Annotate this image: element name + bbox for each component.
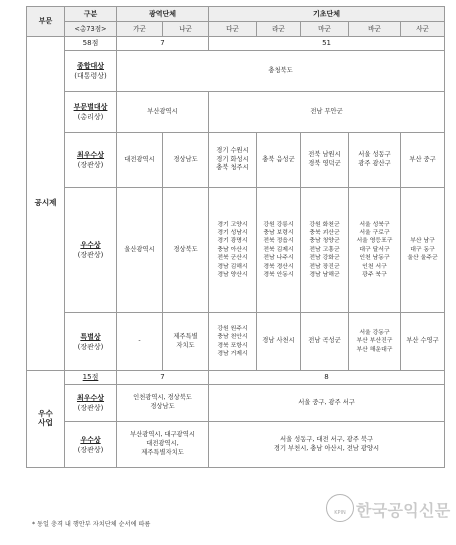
- cases-award-excellent: [65, 422, 117, 468]
- award-results-table: [26, 6, 445, 468]
- cell-line: 제주특별: [173, 332, 198, 340]
- cell-line: 경남 양산시: [217, 272, 248, 279]
- excellent-ma: [301, 188, 349, 313]
- cases-excellent-metro: [117, 422, 209, 468]
- header-category: 구분: [65, 7, 117, 22]
- cell-line: 경북 영덕군: [308, 160, 341, 167]
- cases-metro-count: 7: [117, 371, 209, 385]
- best-da: [209, 133, 257, 188]
- cell-line: 경남 사천시: [262, 337, 295, 345]
- cell-line: 경상남도: [150, 403, 175, 410]
- special-na: [163, 313, 209, 371]
- cases-award-best: [65, 385, 117, 422]
- best-ma: [301, 133, 349, 188]
- award-excellent-title: 우수상: [80, 241, 101, 249]
- header-group-da: 다군: [209, 22, 257, 37]
- header-group-na: 나군: [163, 22, 209, 37]
- cell-line: 서울 영등포구: [356, 238, 393, 245]
- cell-line: 경기 부천시, 충남 아산시, 전남 광양시: [273, 444, 380, 452]
- cell-line: 경기 화성시: [216, 155, 249, 163]
- award-best-sub: (장관상): [77, 161, 104, 169]
- cell-line: 충남 천안시: [217, 334, 248, 341]
- public-metro-count: 7: [117, 37, 209, 51]
- cell-line: 부산 해운대구: [356, 346, 393, 353]
- cell-line: 전남 고흥군: [309, 246, 340, 253]
- cell-line: 부산 부산진구: [356, 338, 393, 345]
- cell-line: 제주특별자치도: [141, 448, 184, 456]
- cases-award-excellent-sub: (장관상): [77, 445, 104, 454]
- cell-line: 충남 청양군: [309, 238, 340, 245]
- best-sa: [401, 133, 445, 188]
- cases-basic-count: 8: [209, 371, 445, 385]
- section-label-public: 공시제: [27, 37, 65, 371]
- cell-line: 부산 중구: [409, 155, 436, 163]
- watermark-seal-icon: KPIN: [326, 494, 354, 522]
- cell-line: 서울 강동구: [359, 329, 390, 336]
- header-group-ra: 라군: [257, 22, 301, 37]
- cell-line: 경기 광명시: [217, 238, 248, 245]
- award-best: [65, 133, 117, 188]
- sector-metro-winner: 부산광역시: [117, 92, 209, 133]
- cell-line: 전남 장진군: [309, 263, 340, 270]
- cell-line: 경북 안동시: [263, 272, 294, 279]
- best-ra: [257, 133, 301, 188]
- cell-line: 광주 광산구: [358, 160, 391, 167]
- watermark: [326, 492, 450, 534]
- cell-line: 서울 중구, 광주 서구: [298, 398, 355, 406]
- watermark-text: 한국공익신문: [356, 501, 451, 520]
- cell-line: 전남 강화군: [309, 255, 340, 262]
- cell-line: -: [138, 337, 141, 345]
- footnote: * 동일 충격 내 행안부 자치단체 순서에 따름: [32, 521, 151, 528]
- cell-line: 대전광역시: [124, 155, 155, 163]
- public-count: 58점: [65, 37, 117, 51]
- cell-line: 경상남도: [173, 155, 198, 163]
- cell-line: 충북 청주시: [216, 164, 249, 172]
- special-sa: [401, 313, 445, 371]
- cell-line: 강원 원주시: [217, 325, 248, 332]
- cell-line: 전북 군산시: [217, 255, 248, 262]
- cell-line: 사업: [38, 418, 53, 427]
- header-group-sa: 사군: [401, 22, 445, 37]
- cases-best-metro: [117, 385, 209, 422]
- cell-line: 경북 경산시: [263, 263, 294, 270]
- best-ba: [349, 133, 401, 188]
- cell-line: 전북 정읍시: [263, 238, 294, 245]
- award-excellent-sub: (장관상): [77, 251, 104, 259]
- header-group-ma: 마군: [301, 22, 349, 37]
- award-sector-title: 부문별대상: [73, 103, 108, 111]
- cell-line: 부산 남구: [410, 238, 435, 245]
- header-metro: 광역단체: [117, 7, 209, 22]
- header-division: 부문: [27, 7, 65, 37]
- excellent-da: [209, 188, 257, 313]
- cell-line: 전북 김제시: [263, 246, 294, 253]
- award-best-title: 최우수상: [76, 151, 105, 159]
- cell-line: 인천 남동구: [359, 255, 390, 262]
- cell-line: 광주 북구: [362, 272, 387, 279]
- special-ba: [349, 313, 401, 371]
- cell-line: 부산 수영구: [406, 337, 439, 345]
- cases-award-excellent-title: 우수상: [80, 435, 101, 444]
- special-ga: [117, 313, 163, 371]
- cell-line: 대구 동구: [410, 246, 435, 253]
- award-sector-sub: (총리상): [77, 113, 104, 121]
- cell-line: 서울 성동구, 대전 서구, 광주 북구: [279, 435, 374, 443]
- award-grand: [65, 51, 117, 92]
- cell-line: 대구 달서구: [359, 246, 390, 253]
- cell-line: 충북 음성군: [262, 155, 295, 163]
- public-basic-count: 51: [209, 37, 445, 51]
- cell-line: 경북 포항시: [217, 342, 248, 349]
- grand-winner: 충청북도: [117, 51, 445, 92]
- cell-line: 충북 괴산군: [309, 229, 340, 236]
- cell-line: 충남 보령시: [263, 229, 294, 236]
- cell-line: 울산광역시: [124, 245, 155, 253]
- award-special-sub: (장관상): [77, 342, 104, 351]
- award-grand-sub: (대통령상): [74, 72, 107, 80]
- award-sector: [65, 92, 117, 133]
- cell-line: 부산광역시, 대구광역시: [130, 431, 195, 439]
- cell-line: 인천광역시, 경상북도: [133, 394, 192, 402]
- excellent-na: [163, 188, 209, 313]
- cell-line: 서울 성동구: [358, 151, 391, 159]
- cell-line: 울산 울주군: [407, 255, 438, 262]
- cell-line: 강원 강릉시: [263, 221, 294, 228]
- cell-line: 전북 남원시: [308, 151, 341, 159]
- cases-award-best-sub: (장관상): [77, 404, 104, 412]
- cell-line: 우수: [38, 409, 53, 419]
- special-da: [209, 313, 257, 371]
- sector-basic-winner: 전남 무안군: [209, 92, 445, 133]
- best-na: [163, 133, 209, 188]
- cell-line: 경상북도: [173, 245, 198, 253]
- excellent-sa: [401, 188, 445, 313]
- special-ma: [301, 313, 349, 371]
- special-ra: [257, 313, 301, 371]
- cell-line: 서울 성북구: [359, 221, 390, 228]
- header-group-ga: 가군: [117, 22, 163, 37]
- cell-line: 경남 거제시: [217, 350, 248, 357]
- cases-count: 15점: [65, 371, 117, 385]
- cases-award-best-title: 최우수상: [76, 394, 105, 402]
- excellent-ba: [349, 188, 401, 313]
- cases-excellent-basic: [209, 422, 445, 468]
- award-grand-title: 종합대상: [76, 62, 105, 70]
- award-special: [65, 313, 117, 371]
- excellent-ra: [257, 188, 301, 313]
- cell-line: 서울 구로구: [359, 229, 390, 236]
- section-label-cases: [27, 371, 65, 468]
- header-basic: 기초단체: [209, 7, 445, 22]
- cell-line: 인천 서구: [362, 263, 387, 270]
- cell-line: 전남 곡성군: [308, 337, 341, 345]
- cell-line: 경기 성남시: [217, 229, 248, 236]
- cell-line: 강원 화천군: [309, 221, 340, 228]
- cell-line: 충남 아산시: [217, 246, 248, 253]
- cell-line: 경기 고양시: [217, 221, 248, 228]
- cell-line: 경남 남해군: [309, 272, 340, 279]
- cases-best-basic: [209, 385, 445, 422]
- cell-line: 전남 나주시: [263, 255, 294, 262]
- cell-line: 대전광역시,: [146, 440, 179, 448]
- cell-line: 자치도: [176, 341, 195, 349]
- best-ga: [117, 133, 163, 188]
- cell-line: 경기 수원시: [216, 146, 249, 154]
- header-group-ba: 바군: [349, 22, 401, 37]
- cell-line: 경남 김해시: [217, 263, 248, 270]
- award-special-title: 특별상: [80, 332, 101, 341]
- excellent-ga: [117, 188, 163, 313]
- award-excellent: [65, 188, 117, 313]
- header-total: <총73점>: [65, 22, 117, 37]
